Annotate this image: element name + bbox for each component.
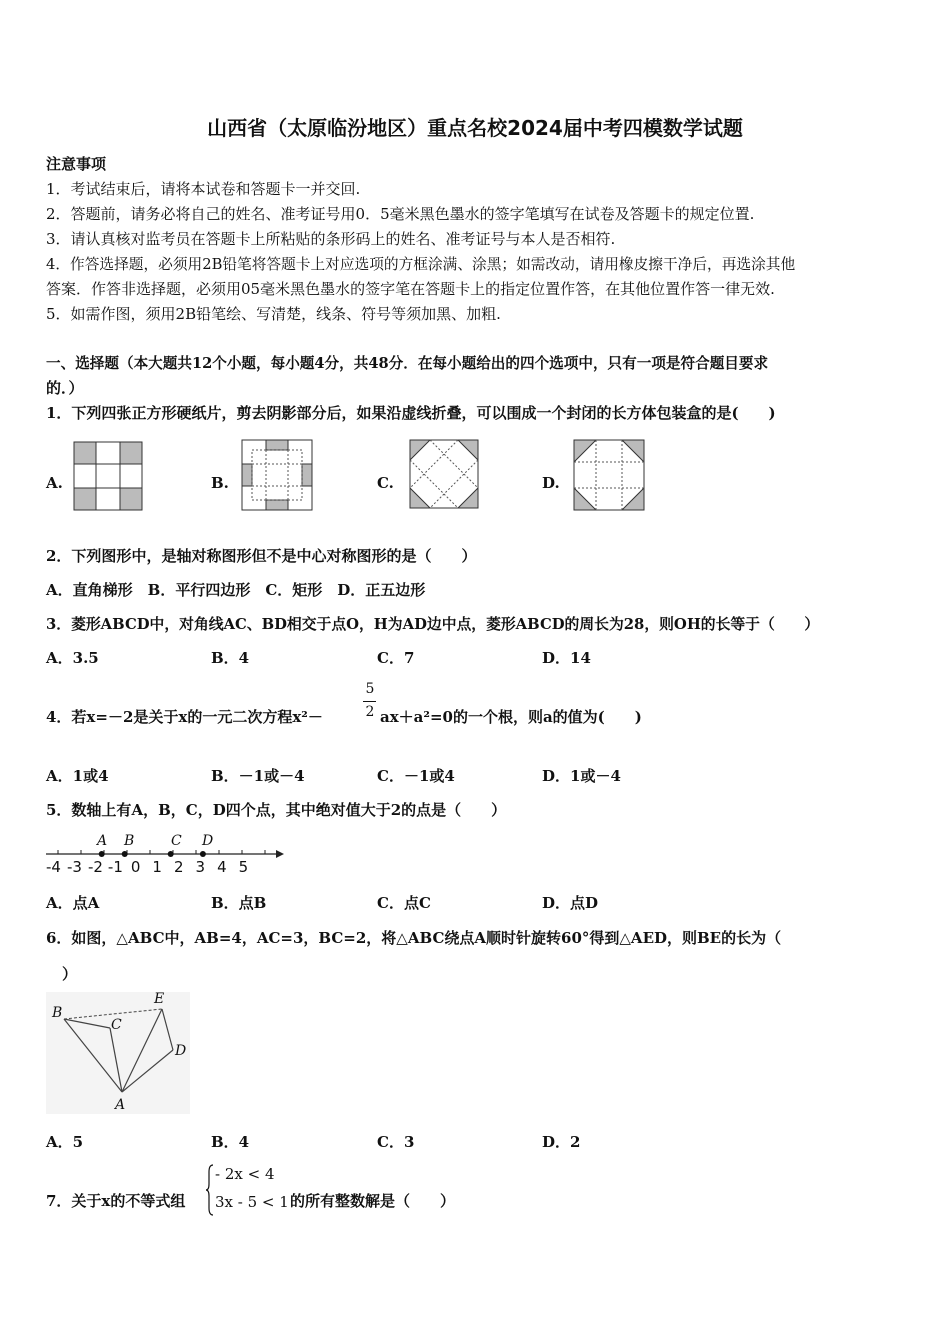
fraction-numerator: 5 — [365, 681, 375, 697]
q1-figure-c — [410, 440, 478, 508]
q5-axis-labels — [46, 858, 248, 876]
q5-option-c: C．点C — [377, 894, 431, 912]
q3-option-c: C．7 — [377, 649, 415, 667]
question-3-stem: 3．菱形ABCD中，对角线AC、BD相交于点O，H为AD边中点，菱形ABCD的周长为28，则OH的长等于（ ） — [46, 616, 820, 633]
q1-figure-a — [74, 442, 142, 510]
q5-option-b: B．点B — [211, 894, 267, 912]
inequality-2: 3x - 5 < 1 — [215, 1193, 289, 1211]
section-heading: 一、选择题（本大题共12个小题，每小题4分，共48分．在每小题给出的四个选项中，只有一项是符合题目要求 — [46, 355, 769, 372]
tick-label: 2 — [173, 858, 184, 876]
number-line-point — [122, 851, 128, 857]
notice-item: 5．如需作图，须用2B铅笔绘、写清楚，线条、符号等须加黑、加粗. — [46, 305, 501, 323]
fraction-bar — [363, 701, 376, 702]
q1-option-b-label: B. — [211, 474, 229, 492]
q1-option-d-label: D. — [542, 474, 560, 492]
notice-item: 3．请认真核对监考员在答题卡上所粘贴的条形码上的姓名、准考证号与本人是否相符. — [46, 230, 616, 248]
tick-label: 5 — [238, 858, 249, 876]
question-7-stem-a: 7．关于x的不等式组 — [46, 1192, 186, 1210]
tick-label: -1 — [107, 858, 123, 876]
fig-label-b: B — [52, 1005, 63, 1021]
fig-label-c: C — [111, 1017, 122, 1033]
question-2-stem: 2．下列图形中，是轴对称图形但不是中心对称图形的是（ ） — [46, 547, 477, 565]
tick-label: 0 — [130, 858, 141, 876]
question-6-stem: 6．如图，△ABC中，AB=4，AC=3，BC=2，将△ABC绕点A顺时针旋转60°得到△AED，则BE的长为（ — [46, 929, 782, 947]
q3-option-b: B．4 — [211, 649, 250, 667]
question-5-stem: 5．数轴上有A，B，C，D四个点，其中绝对值大于2的点是（ ） — [46, 801, 507, 819]
q6-triangle-figure — [46, 992, 190, 1114]
system-brace — [206, 1164, 214, 1216]
q1-figure-d — [574, 440, 644, 510]
fig-label-d: D — [175, 1043, 187, 1059]
number-line-point — [168, 851, 174, 857]
notice-item: 答案．作答非选择题，必须用05毫米黑色墨水的签字笔在答题卡上的指定位置作答，在其他位置作答一律无效. — [46, 280, 775, 298]
question-4-stem-b: ax＋a²=0的一个根，则a的值为( ) — [380, 708, 642, 726]
inequality-1: - 2x < 4 — [215, 1165, 275, 1183]
q1-option-c-label: C. — [377, 474, 394, 492]
notice-heading: 注意事项 — [46, 155, 107, 173]
point-label-a: A — [97, 833, 108, 849]
q5-option-a: A．点A — [46, 894, 100, 912]
tick-label: 1 — [152, 858, 162, 876]
point-label-d: D — [202, 833, 214, 849]
q3-option-a: A．3.5 — [46, 649, 99, 667]
question-6-stem-end: ） — [62, 965, 78, 983]
q4-option-b: B．－1或－4 — [211, 767, 305, 785]
q6-option-d: D．2 — [542, 1133, 581, 1151]
point-label-b: B — [124, 833, 135, 849]
q4-option-d: D．1或－4 — [542, 767, 621, 785]
q5-option-d: D．点D — [542, 894, 599, 912]
fig-label-e: E — [154, 991, 165, 1007]
q6-option-b: B．4 — [211, 1133, 250, 1151]
number-line-point — [200, 851, 206, 857]
fig-label-a: A — [115, 1097, 126, 1113]
q3-option-d: D．14 — [542, 649, 591, 667]
question-1-stem: 1．下列四张正方形硬纸片，剪去阴影部分后，如果沿虚线折叠，可以围成一个封闭的长方体包装盒的是( ) — [46, 404, 776, 422]
q4-option-c: C．－1或4 — [377, 767, 455, 785]
number-line-point — [99, 851, 105, 857]
question-2-options: A．直角梯形 B．平行四边形 C．矩形 D．正五边形 — [46, 581, 426, 599]
notice-item: 2．答题前，请务必将自己的姓名、准考证号用0．5毫米黑色墨水的签字笔填写在试卷及答题卡的规定位置. — [46, 205, 755, 223]
tick-label: -3 — [66, 858, 82, 876]
tick-label: 4 — [217, 858, 227, 876]
tick-label: -2 — [87, 858, 103, 876]
tick-label: 3 — [195, 858, 206, 876]
question-7-stem-b: 的所有整数解是（ ） — [290, 1192, 456, 1210]
fraction-denominator: 2 — [365, 704, 375, 720]
notice-item: 4．作答选择题，必须用2B铅笔将答题卡上对应选项的方框涂满、涂黑；如需改动，请用橡皮擦干净后，再选涂其他 — [46, 256, 796, 273]
section-heading-cont: 的．） — [46, 379, 84, 397]
q1-figure-b — [242, 440, 312, 510]
q6-option-c: C．3 — [377, 1133, 415, 1151]
question-4-stem-a: 4．若x=－2是关于x的一元二次方程x²－ — [46, 708, 323, 726]
page-title: 山西省（太原临汾地区）重点名校2024届中考四模数学试题 — [207, 116, 743, 140]
notice-item: 1．考试结束后，请将本试卷和答题卡一并交回. — [46, 180, 361, 198]
q4-option-a: A．1或4 — [46, 767, 109, 785]
q1-option-a-label: A. — [46, 474, 63, 492]
q6-option-a: A．5 — [46, 1133, 84, 1151]
point-label-c: C — [171, 833, 182, 849]
tick-label: -4 — [46, 858, 61, 876]
